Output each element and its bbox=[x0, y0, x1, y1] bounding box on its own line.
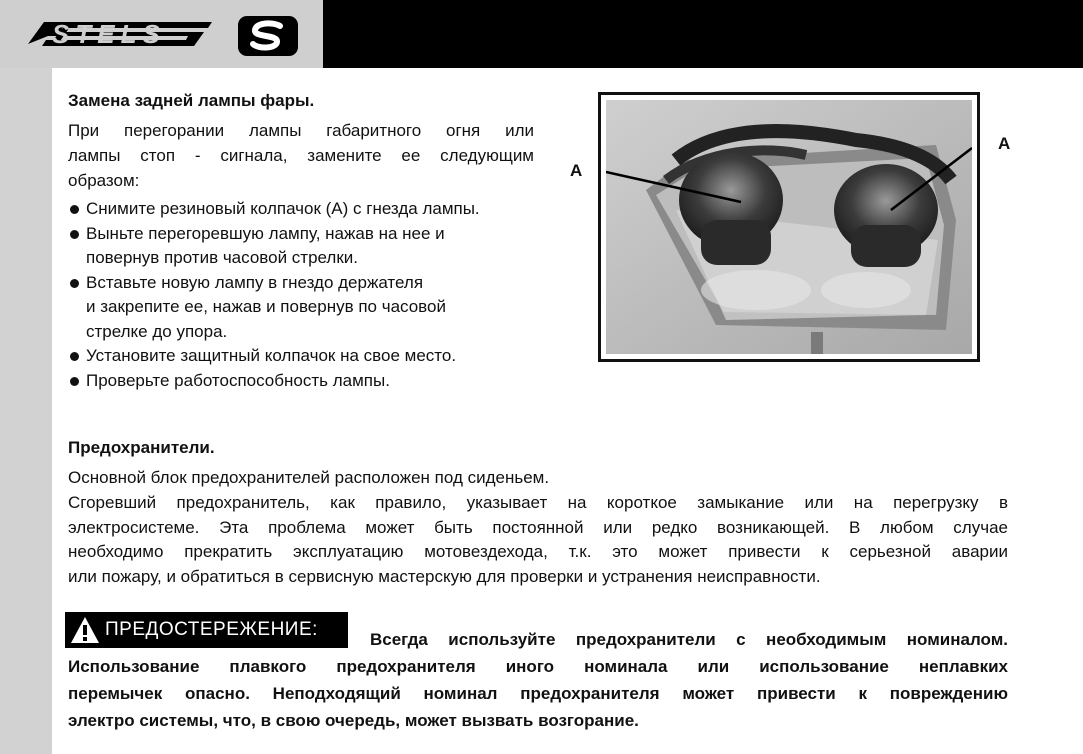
step-text: повернув против часовой стрелки. bbox=[86, 248, 359, 267]
tail-lamp-image bbox=[606, 100, 972, 354]
fuse-line: Сгоревший предохранитель, как правило, указывает на короткое замыкание или на перегрузку в bbox=[68, 492, 1008, 512]
fuse-line: необходимо прекратить эксплуатацию мотовездехода, т.к. это может привести к серьезной аварии bbox=[68, 542, 1008, 562]
fuse-line: электросистеме. Эта проблема может быть постоянной или редко возникающей. В любом случае bbox=[68, 517, 1008, 537]
step-text: Снимите резиновый колпачок (А) с гнезда лампы. bbox=[86, 199, 480, 218]
step-text: и закрепите ее, нажав и повернув по часовой bbox=[86, 297, 446, 316]
fuse-line: Основной блок предохранителей расположен под сиденьем. bbox=[68, 468, 550, 487]
lamp-steps-list bbox=[68, 197, 544, 393]
step-text: стрелке до упора. bbox=[86, 321, 228, 341]
brand-wordmark: STELS bbox=[52, 19, 166, 49]
step-text: Выньте перегоревшую лампу, нажав на нее и bbox=[86, 223, 445, 243]
lamp-intro-line: лампы стоп - сигнала, замените ее следующим bbox=[68, 146, 534, 165]
list-item bbox=[68, 197, 544, 222]
lamp-section-title: Замена задней лампы фары. bbox=[68, 91, 315, 110]
photo-callout-a-left: A bbox=[570, 161, 583, 180]
step-text: Проверьте работоспособность лампы. bbox=[86, 370, 390, 390]
step-text: Установите защитный колпачок на свое место. bbox=[86, 346, 457, 365]
warning-line: перемычек опасно. Неподходящий номинал предохранителя может привести к повреждению bbox=[68, 684, 1008, 703]
lamp-intro-line: образом: bbox=[68, 171, 140, 190]
list-item bbox=[68, 369, 544, 394]
fuse-paragraph bbox=[68, 466, 1008, 590]
lamp-intro-line: При перегорании лампы габаритного огня или bbox=[68, 121, 534, 140]
lamp-intro bbox=[68, 118, 534, 193]
stels-logo-icon bbox=[22, 14, 302, 56]
fuse-section-title: Предохранители. bbox=[68, 438, 215, 457]
list-item bbox=[68, 344, 544, 369]
list-item bbox=[68, 271, 544, 345]
fuse-line: или пожару, и обратиться в сервисную мастерскую для проверки и устранения неисправности. bbox=[68, 567, 821, 587]
warning-badge-label: ПРЕДОСТЕРЕЖЕНИЕ: bbox=[105, 619, 318, 640]
list-item bbox=[68, 222, 544, 271]
brand-logo bbox=[0, 0, 323, 68]
left-margin-strip bbox=[0, 68, 52, 754]
tail-lamp-photo bbox=[598, 92, 980, 362]
warning-line: электро системы, что, в свою очередь, может вызвать возгорание. bbox=[68, 711, 639, 730]
step-text: Вставьте новую лампу в гнездо держателя bbox=[86, 272, 424, 292]
warning-paragraph bbox=[68, 626, 1008, 734]
photo-callout-a-right: A bbox=[998, 134, 1011, 153]
warning-line: Всегда используйте предохранители с необходимым номиналом. bbox=[370, 630, 1008, 649]
warning-line: Использование плавкого предохранителя иного номинала или использование неплавких bbox=[68, 657, 1008, 676]
